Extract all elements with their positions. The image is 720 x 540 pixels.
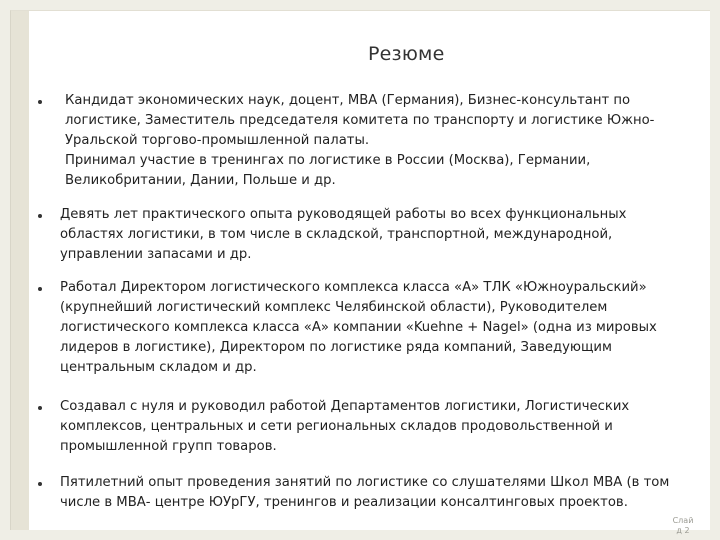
bullet-line: логистике, Заместитель председателя комитета по транспорту и логистике Южно-: [65, 113, 655, 128]
bullet-line: (крупнейший логистический комплекс Челябинской области), Руководителем: [60, 300, 608, 315]
bullet-line: промышленной групп товаров.: [60, 439, 277, 454]
slide-left-band: [11, 11, 29, 530]
bullet-line: Принимал участие в тренингах по логистике в России (Москва), Германии,: [65, 153, 591, 168]
bullet-line: Работал Директором логистического комплекса класса «А» ТЛК «Южноуральский»: [60, 280, 647, 295]
bullet-text: [60, 278, 657, 378]
slide-number-line: д 2: [676, 526, 690, 535]
slide-number: [672, 516, 694, 536]
bullet-text: [60, 473, 669, 513]
bullet-dot-icon: [38, 214, 42, 218]
bullet-line: Кандидат экономических наук, доцент, МВА (Германия), Бизнес-консультант по: [65, 93, 631, 108]
bullet-line: областях логистики, в том числе в складской, транспортной, международной,: [60, 227, 613, 242]
bullet-line: управлении запасами и др.: [60, 247, 252, 262]
bullet-dot-icon: [38, 406, 42, 410]
bullet-line: логистического комплекса класса «А» компании «Kuehne + Nagel» (одна из мировых: [60, 320, 657, 335]
slide-title: Резюме: [368, 43, 445, 65]
bullet-dot-icon: [38, 482, 42, 486]
bullet-line: Пятилетний опыт проведения занятий по логистике со слушателями Школ МВА (в том: [60, 475, 670, 490]
bullet-line: лидеров в логистике), Директором по логистике ряда компаний, Заведующим: [60, 340, 612, 355]
slide: [10, 10, 710, 535]
bullet-line: Великобритании, Дании, Польше и др.: [65, 173, 336, 188]
bullet-text: [65, 91, 654, 191]
bullet-dot-icon: [38, 287, 42, 291]
bullet-line: Девять лет практического опыта руководящей работы во всех функциональных: [60, 207, 627, 222]
bullet-line: центральным складом и др.: [60, 360, 257, 375]
bullet-line: Уральской торгово-промышленной палаты.: [65, 133, 370, 148]
bullet-line: комплексов, центральных и сети региональных складов продовольственной и: [60, 419, 613, 434]
slide-number-line: Слай: [672, 516, 694, 525]
bullet-text: [60, 205, 626, 265]
bullet-dot-icon: [38, 100, 42, 104]
bullet-text: [60, 397, 629, 457]
bullet-line: Создавал с нуля и руководил работой Департаментов логистики, Логистических: [60, 399, 630, 414]
bullet-line: числе в МВА- центре ЮУрГУ, тренингов и реализации консалтинговых проектов.: [60, 495, 628, 510]
